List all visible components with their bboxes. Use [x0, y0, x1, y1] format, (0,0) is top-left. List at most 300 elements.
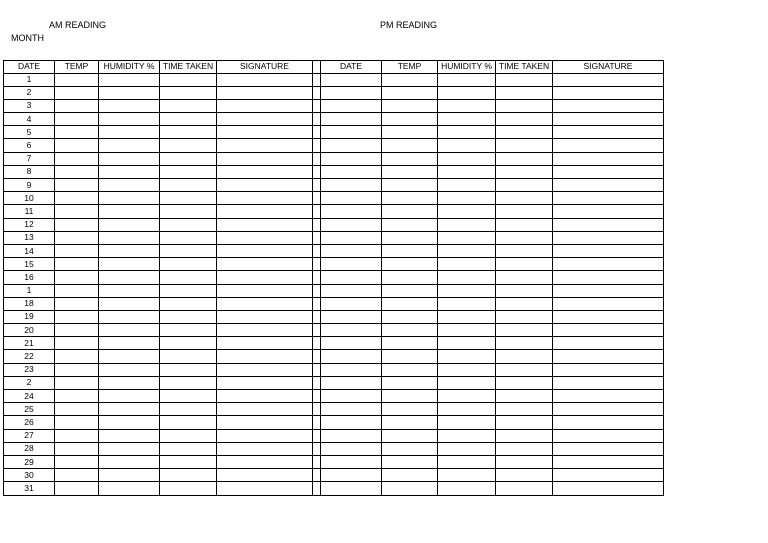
pm-signature-cell[interactable] [553, 99, 664, 112]
pm-time-taken-cell[interactable] [496, 73, 553, 86]
pm-temp-cell[interactable] [382, 310, 438, 323]
pm-signature-cell[interactable] [553, 482, 664, 495]
pm-humidity-cell[interactable] [438, 284, 496, 297]
pm-date-cell[interactable] [321, 363, 382, 376]
am-humidity-cell[interactable] [99, 73, 160, 86]
am-temp-cell[interactable] [55, 429, 99, 442]
am-time-taken-cell[interactable] [160, 469, 217, 482]
pm-temp-cell[interactable] [382, 403, 438, 416]
pm-date-cell[interactable] [321, 324, 382, 337]
pm-time-taken-cell[interactable] [496, 376, 553, 389]
pm-humidity-cell[interactable] [438, 271, 496, 284]
pm-humidity-cell[interactable] [438, 403, 496, 416]
pm-humidity-cell[interactable] [438, 390, 496, 403]
am-humidity-header: HUMIDITY % [99, 61, 160, 74]
am-signature-header: SIGNATURE [217, 61, 313, 74]
pm-date-cell[interactable] [321, 310, 382, 323]
am-time-taken-cell[interactable] [160, 231, 217, 244]
pm-humidity-cell[interactable] [438, 244, 496, 257]
am-humidity-cell[interactable] [99, 179, 160, 192]
pm-time-taken-cell[interactable] [496, 390, 553, 403]
pm-signature-cell[interactable] [553, 297, 664, 310]
am-time-taken-cell[interactable] [160, 284, 217, 297]
pm-temp-cell[interactable] [382, 350, 438, 363]
am-date-cell: 8 [4, 165, 55, 178]
pm-signature-cell[interactable] [553, 429, 664, 442]
am-humidity-cell[interactable] [99, 284, 160, 297]
pm-humidity-cell[interactable] [438, 99, 496, 112]
am-time-taken-cell[interactable] [160, 390, 217, 403]
am-temp-cell[interactable] [55, 363, 99, 376]
am-signature-cell[interactable] [217, 73, 313, 86]
pm-humidity-cell[interactable] [438, 258, 496, 271]
pm-date-cell[interactable] [321, 73, 382, 86]
pm-time-taken-cell[interactable] [496, 350, 553, 363]
am-temp-cell[interactable] [55, 165, 99, 178]
am-temp-cell[interactable] [55, 99, 99, 112]
pm-signature-cell[interactable] [553, 113, 664, 126]
am-humidity-cell[interactable] [99, 271, 160, 284]
pm-temp-cell[interactable] [382, 218, 438, 231]
am-humidity-cell[interactable] [99, 310, 160, 323]
am-temp-cell[interactable] [55, 455, 99, 468]
am-signature-cell[interactable] [217, 403, 313, 416]
am-humidity-cell[interactable] [99, 192, 160, 205]
pm-temp-cell[interactable] [382, 205, 438, 218]
am-humidity-cell[interactable] [99, 482, 160, 495]
pm-signature-cell[interactable] [553, 192, 664, 205]
am-time-taken-cell[interactable] [160, 482, 217, 495]
pm-humidity-cell[interactable] [438, 205, 496, 218]
am-signature-cell[interactable] [217, 482, 313, 495]
pm-signature-cell[interactable] [553, 284, 664, 297]
pm-temp-cell[interactable] [382, 99, 438, 112]
am-humidity-cell[interactable] [99, 390, 160, 403]
am-temp-cell[interactable] [55, 297, 99, 310]
am-temp-cell[interactable] [55, 482, 99, 495]
pm-signature-cell[interactable] [553, 390, 664, 403]
pm-humidity-cell[interactable] [438, 139, 496, 152]
am-temp-cell[interactable] [55, 403, 99, 416]
pm-signature-cell[interactable] [553, 205, 664, 218]
am-signature-cell[interactable] [217, 139, 313, 152]
am-humidity-cell[interactable] [99, 469, 160, 482]
pm-humidity-cell[interactable] [438, 73, 496, 86]
pm-temp-cell[interactable] [382, 258, 438, 271]
pm-temp-cell[interactable] [382, 126, 438, 139]
pm-signature-cell[interactable] [553, 231, 664, 244]
am-date-cell: 30 [4, 469, 55, 482]
pm-time-taken-cell[interactable] [496, 205, 553, 218]
am-humidity-cell[interactable] [99, 416, 160, 429]
pm-time-taken-cell[interactable] [496, 99, 553, 112]
am-humidity-cell[interactable] [99, 324, 160, 337]
pm-humidity-cell[interactable] [438, 218, 496, 231]
am-signature-cell[interactable] [217, 337, 313, 350]
pm-humidity-cell[interactable] [438, 469, 496, 482]
pm-signature-cell[interactable] [553, 86, 664, 99]
pm-temp-cell[interactable] [382, 284, 438, 297]
pm-temp-cell[interactable] [382, 179, 438, 192]
pm-temp-cell[interactable] [382, 337, 438, 350]
am-temp-cell[interactable] [55, 205, 99, 218]
pm-temp-cell[interactable] [382, 416, 438, 429]
pm-date-cell[interactable] [321, 350, 382, 363]
table-row [4, 139, 664, 152]
pm-date-cell[interactable] [321, 139, 382, 152]
am-humidity-cell[interactable] [99, 165, 160, 178]
am-time-taken-cell[interactable] [160, 258, 217, 271]
pm-temp-cell[interactable] [382, 297, 438, 310]
am-time-taken-cell[interactable] [160, 416, 217, 429]
am-time-taken-cell[interactable] [160, 113, 217, 126]
am-time-taken-cell[interactable] [160, 455, 217, 468]
pm-time-taken-cell[interactable] [496, 165, 553, 178]
pm-date-cell[interactable] [321, 284, 382, 297]
am-time-taken-cell[interactable] [160, 86, 217, 99]
am-temp-cell[interactable] [55, 350, 99, 363]
am-temp-cell[interactable] [55, 284, 99, 297]
am-time-taken-cell[interactable] [160, 165, 217, 178]
pm-time-taken-cell[interactable] [496, 244, 553, 257]
am-signature-cell[interactable] [217, 271, 313, 284]
pm-time-taken-cell[interactable] [496, 310, 553, 323]
pm-signature-cell[interactable] [553, 165, 664, 178]
am-temp-cell[interactable] [55, 469, 99, 482]
am-signature-cell[interactable] [217, 152, 313, 165]
pm-time-taken-cell[interactable] [496, 179, 553, 192]
pm-time-taken-cell[interactable] [496, 482, 553, 495]
pm-time-taken-cell[interactable] [496, 113, 553, 126]
pm-time-taken-cell[interactable] [496, 152, 553, 165]
pm-date-cell[interactable] [321, 179, 382, 192]
pm-time-taken-cell[interactable] [496, 258, 553, 271]
am-humidity-cell[interactable] [99, 376, 160, 389]
am-time-taken-cell[interactable] [160, 152, 217, 165]
am-humidity-cell[interactable] [99, 258, 160, 271]
am-humidity-cell[interactable] [99, 205, 160, 218]
am-time-taken-cell[interactable] [160, 363, 217, 376]
am-time-taken-cell[interactable] [160, 126, 217, 139]
am-temp-cell[interactable] [55, 218, 99, 231]
am-time-taken-cell[interactable] [160, 73, 217, 86]
pm-signature-cell[interactable] [553, 337, 664, 350]
pm-temp-cell[interactable] [382, 390, 438, 403]
am-time-taken-cell[interactable] [160, 297, 217, 310]
pm-signature-cell[interactable] [553, 258, 664, 271]
am-humidity-cell[interactable] [99, 126, 160, 139]
pm-time-taken-cell[interactable] [496, 403, 553, 416]
pm-temp-cell[interactable] [382, 455, 438, 468]
am-humidity-cell[interactable] [99, 152, 160, 165]
am-temp-cell[interactable] [55, 231, 99, 244]
am-time-taken-cell[interactable] [160, 442, 217, 455]
am-signature-cell[interactable] [217, 390, 313, 403]
pm-signature-cell[interactable] [553, 244, 664, 257]
am-humidity-cell[interactable] [99, 139, 160, 152]
pm-date-cell[interactable] [321, 152, 382, 165]
pm-signature-cell[interactable] [553, 310, 664, 323]
am-signature-cell[interactable] [217, 429, 313, 442]
am-signature-cell[interactable] [217, 455, 313, 468]
am-humidity-cell[interactable] [99, 113, 160, 126]
am-signature-cell[interactable] [217, 165, 313, 178]
am-time-taken-cell[interactable] [160, 337, 217, 350]
am-temp-cell[interactable] [55, 113, 99, 126]
am-time-taken-cell[interactable] [160, 179, 217, 192]
am-signature-cell[interactable] [217, 416, 313, 429]
am-signature-cell[interactable] [217, 442, 313, 455]
pm-date-cell[interactable] [321, 218, 382, 231]
am-time-taken-cell[interactable] [160, 218, 217, 231]
pm-time-taken-cell[interactable] [496, 86, 553, 99]
pm-signature-cell[interactable] [553, 271, 664, 284]
am-humidity-cell[interactable] [99, 297, 160, 310]
pm-signature-cell[interactable] [553, 73, 664, 86]
pm-humidity-cell[interactable] [438, 113, 496, 126]
pm-humidity-cell[interactable] [438, 310, 496, 323]
am-signature-cell[interactable] [217, 113, 313, 126]
am-signature-cell[interactable] [217, 376, 313, 389]
am-humidity-cell[interactable] [99, 455, 160, 468]
pm-time-taken-cell[interactable] [496, 429, 553, 442]
pm-time-taken-cell[interactable] [496, 455, 553, 468]
am-temp-cell[interactable] [55, 271, 99, 284]
am-date-cell: 9 [4, 179, 55, 192]
am-time-taken-cell[interactable] [160, 324, 217, 337]
pm-humidity-cell[interactable] [438, 416, 496, 429]
am-temp-cell[interactable] [55, 310, 99, 323]
pm-date-cell[interactable] [321, 192, 382, 205]
pm-humidity-cell[interactable] [438, 429, 496, 442]
pm-temp-cell[interactable] [382, 324, 438, 337]
am-humidity-cell[interactable] [99, 442, 160, 455]
am-temp-cell[interactable] [55, 244, 99, 257]
am-signature-cell[interactable] [217, 126, 313, 139]
am-date-cell: 12 [4, 218, 55, 231]
am-signature-cell[interactable] [217, 258, 313, 271]
pm-temp-cell[interactable] [382, 469, 438, 482]
pm-date-cell[interactable] [321, 244, 382, 257]
am-time-taken-cell[interactable] [160, 139, 217, 152]
pm-temp-cell[interactable] [382, 363, 438, 376]
pm-signature-cell[interactable] [553, 363, 664, 376]
pm-time-taken-cell[interactable] [496, 284, 553, 297]
pm-humidity-cell[interactable] [438, 86, 496, 99]
am-temp-cell[interactable] [55, 442, 99, 455]
am-signature-cell[interactable] [217, 231, 313, 244]
am-signature-cell[interactable] [217, 218, 313, 231]
pm-humidity-cell[interactable] [438, 192, 496, 205]
pm-humidity-cell[interactable] [438, 152, 496, 165]
separator-cell [313, 126, 321, 139]
am-signature-cell[interactable] [217, 350, 313, 363]
pm-humidity-cell[interactable] [438, 297, 496, 310]
pm-signature-cell[interactable] [553, 416, 664, 429]
am-humidity-cell[interactable] [99, 218, 160, 231]
pm-signature-cell[interactable] [553, 376, 664, 389]
am-time-taken-header: TIME TAKEN [160, 61, 217, 74]
pm-date-cell[interactable] [321, 231, 382, 244]
am-signature-cell[interactable] [217, 192, 313, 205]
pm-date-cell[interactable] [321, 416, 382, 429]
pm-temp-cell[interactable] [382, 113, 438, 126]
pm-time-taken-cell[interactable] [496, 442, 553, 455]
pm-temp-cell[interactable] [382, 244, 438, 257]
am-time-taken-cell[interactable] [160, 99, 217, 112]
pm-humidity-cell[interactable] [438, 442, 496, 455]
pm-humidity-cell[interactable] [438, 179, 496, 192]
am-signature-cell[interactable] [217, 244, 313, 257]
pm-time-taken-cell[interactable] [496, 139, 553, 152]
am-signature-cell[interactable] [217, 179, 313, 192]
pm-humidity-cell[interactable] [438, 455, 496, 468]
am-time-taken-cell[interactable] [160, 205, 217, 218]
pm-humidity-cell[interactable] [438, 376, 496, 389]
am-temp-cell[interactable] [55, 139, 99, 152]
am-temp-cell[interactable] [55, 376, 99, 389]
pm-time-taken-cell[interactable] [496, 271, 553, 284]
am-time-taken-cell[interactable] [160, 403, 217, 416]
pm-signature-cell[interactable] [553, 469, 664, 482]
am-signature-cell[interactable] [217, 310, 313, 323]
pm-signature-cell[interactable] [553, 403, 664, 416]
pm-humidity-cell[interactable] [438, 324, 496, 337]
am-signature-cell[interactable] [217, 297, 313, 310]
am-time-taken-cell[interactable] [160, 192, 217, 205]
pm-date-cell[interactable] [321, 271, 382, 284]
pm-signature-cell[interactable] [553, 455, 664, 468]
pm-date-cell[interactable] [321, 113, 382, 126]
am-time-taken-cell[interactable] [160, 310, 217, 323]
am-humidity-cell[interactable] [99, 363, 160, 376]
pm-temp-cell[interactable] [382, 165, 438, 178]
pm-date-cell[interactable] [321, 297, 382, 310]
pm-temp-cell[interactable] [382, 86, 438, 99]
am-humidity-cell[interactable] [99, 244, 160, 257]
pm-time-taken-cell[interactable] [496, 297, 553, 310]
am-humidity-cell[interactable] [99, 403, 160, 416]
pm-reading-label: PM READING [380, 20, 438, 30]
am-date-cell: 16 [4, 271, 55, 284]
am-temp-cell[interactable] [55, 324, 99, 337]
pm-date-cell[interactable] [321, 455, 382, 468]
am-temp-cell[interactable] [55, 126, 99, 139]
am-time-taken-cell[interactable] [160, 350, 217, 363]
pm-date-cell[interactable] [321, 482, 382, 495]
pm-date-cell[interactable] [321, 403, 382, 416]
am-signature-cell[interactable] [217, 86, 313, 99]
pm-temp-cell[interactable] [382, 152, 438, 165]
pm-date-cell[interactable] [321, 376, 382, 389]
pm-time-taken-cell[interactable] [496, 416, 553, 429]
am-signature-cell[interactable] [217, 324, 313, 337]
pm-time-taken-cell[interactable] [496, 192, 553, 205]
am-signature-cell[interactable] [217, 205, 313, 218]
pm-signature-cell[interactable] [553, 442, 664, 455]
am-time-taken-cell[interactable] [160, 376, 217, 389]
pm-signature-cell[interactable] [553, 179, 664, 192]
table-row [4, 218, 664, 231]
pm-temp-cell[interactable] [382, 73, 438, 86]
pm-temp-cell[interactable] [382, 376, 438, 389]
am-signature-cell[interactable] [217, 99, 313, 112]
pm-time-taken-cell[interactable] [496, 363, 553, 376]
am-temp-cell[interactable] [55, 179, 99, 192]
pm-humidity-cell[interactable] [438, 350, 496, 363]
am-temp-cell[interactable] [55, 152, 99, 165]
pm-temp-cell[interactable] [382, 271, 438, 284]
pm-date-cell[interactable] [321, 86, 382, 99]
am-temp-cell[interactable] [55, 416, 99, 429]
pm-temp-cell[interactable] [382, 139, 438, 152]
pm-signature-cell[interactable] [553, 350, 664, 363]
pm-date-cell[interactable] [321, 337, 382, 350]
am-humidity-cell[interactable] [99, 337, 160, 350]
pm-signature-cell[interactable] [553, 126, 664, 139]
pm-date-cell[interactable] [321, 429, 382, 442]
pm-date-cell[interactable] [321, 205, 382, 218]
pm-time-taken-cell[interactable] [496, 469, 553, 482]
pm-signature-cell[interactable] [553, 152, 664, 165]
am-temp-cell[interactable] [55, 86, 99, 99]
am-humidity-cell[interactable] [99, 429, 160, 442]
pm-date-cell[interactable] [321, 442, 382, 455]
pm-signature-cell[interactable] [553, 139, 664, 152]
am-humidity-cell[interactable] [99, 86, 160, 99]
pm-time-taken-cell[interactable] [496, 231, 553, 244]
am-humidity-cell[interactable] [99, 99, 160, 112]
pm-humidity-cell[interactable] [438, 482, 496, 495]
pm-temp-cell[interactable] [382, 192, 438, 205]
pm-time-taken-cell[interactable] [496, 126, 553, 139]
pm-date-cell[interactable] [321, 258, 382, 271]
am-time-taken-cell[interactable] [160, 244, 217, 257]
pm-date-cell[interactable] [321, 126, 382, 139]
am-signature-cell[interactable] [217, 469, 313, 482]
am-time-taken-cell[interactable] [160, 429, 217, 442]
am-temp-cell[interactable] [55, 258, 99, 271]
pm-time-taken-cell[interactable] [496, 218, 553, 231]
pm-temp-cell[interactable] [382, 231, 438, 244]
pm-date-cell[interactable] [321, 99, 382, 112]
pm-humidity-cell[interactable] [438, 363, 496, 376]
am-humidity-cell[interactable] [99, 231, 160, 244]
pm-date-cell[interactable] [321, 469, 382, 482]
pm-humidity-cell[interactable] [438, 126, 496, 139]
pm-temp-cell[interactable] [382, 442, 438, 455]
pm-humidity-cell[interactable] [438, 165, 496, 178]
am-time-taken-cell[interactable] [160, 271, 217, 284]
am-signature-cell[interactable] [217, 363, 313, 376]
pm-date-cell[interactable] [321, 390, 382, 403]
am-signature-cell[interactable] [217, 284, 313, 297]
pm-temp-cell[interactable] [382, 429, 438, 442]
pm-time-taken-cell[interactable] [496, 324, 553, 337]
pm-temp-cell[interactable] [382, 482, 438, 495]
am-temp-cell[interactable] [55, 73, 99, 86]
am-temp-cell[interactable] [55, 192, 99, 205]
am-temp-cell[interactable] [55, 337, 99, 350]
pm-signature-cell[interactable] [553, 218, 664, 231]
pm-time-taken-cell[interactable] [496, 337, 553, 350]
pm-humidity-cell[interactable] [438, 337, 496, 350]
pm-signature-cell[interactable] [553, 324, 664, 337]
am-temp-cell[interactable] [55, 390, 99, 403]
pm-date-cell[interactable] [321, 165, 382, 178]
pm-humidity-cell[interactable] [438, 231, 496, 244]
am-humidity-cell[interactable] [99, 350, 160, 363]
